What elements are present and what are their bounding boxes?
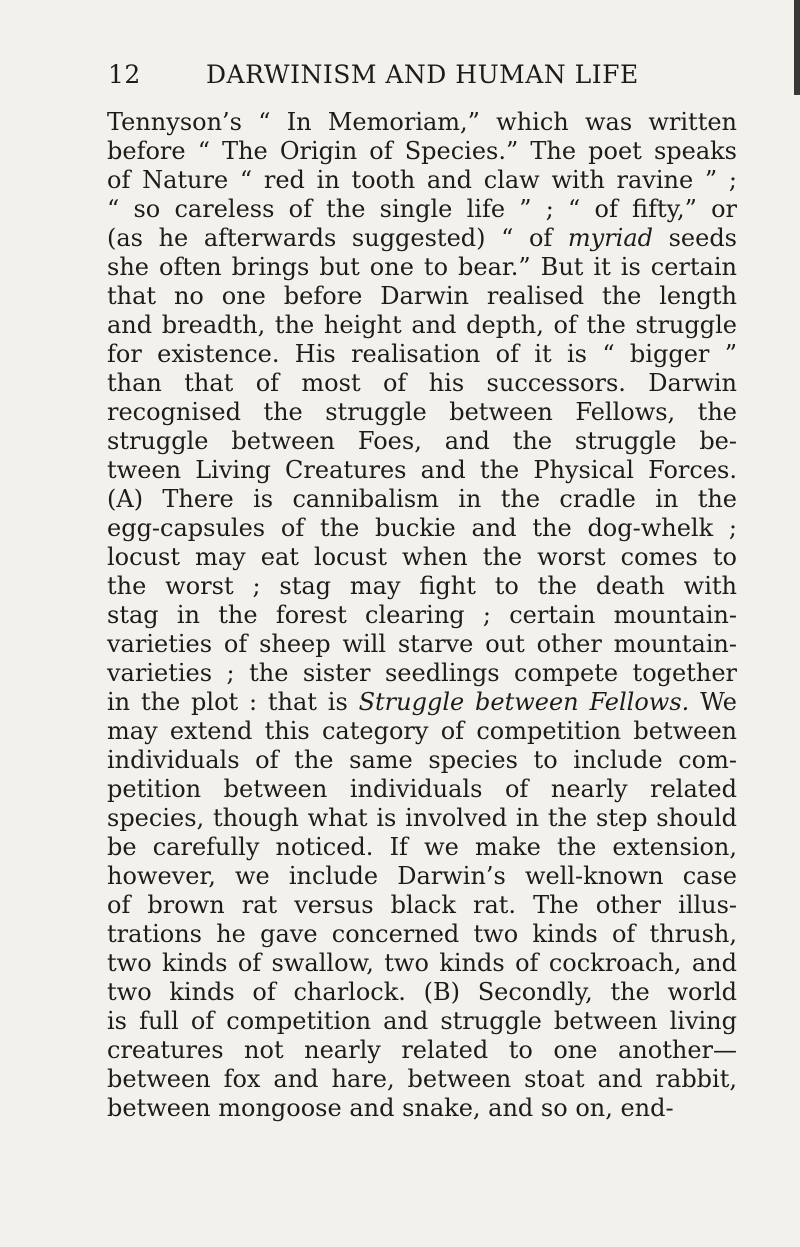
text-line: between mongoose and snake, and so on, end- [107,1094,674,1122]
page-edge-shadow [794,0,800,95]
text-line: varieties of sheep will starve out other mountain- [107,630,737,658]
text-line: the worst ; stag may fight to the death with [107,572,737,600]
text-line: (as he afterwards suggested) “ of myriad seeds [107,224,738,252]
text-line: two kinds of charlock. (B) Secondly, the world [107,978,737,1006]
text-line: stag in the forest clearing ; certain mountain- [107,601,737,629]
text-line: in the plot : that is Struggle between Fellows. We [107,688,738,716]
text-line: creatures not nearly related to one another— [107,1036,737,1064]
text-line: petition between individuals of nearly related [107,775,737,803]
text-line: “ so careless of the single life ” ; “ of fifty,” or [107,195,737,223]
text-line: however, we include Darwin’s well-known case [107,862,737,890]
text-line: struggle between Foes, and the struggle be- [107,427,737,455]
header-title: DARWINISM AND HUMAN LIFE [206,60,639,89]
text-line: egg-capsules of the buckie and the dog-whelk ; [107,514,737,542]
text-line: individuals of the same species to include com- [107,746,737,774]
text-line: be carefully noticed. If we make the extension, [107,833,737,861]
text-line: two kinds of swallow, two kinds of cockroach, and [107,949,737,977]
text-line: she often brings but one to bear.” But it is certain [107,253,737,281]
text-line: trations he gave concerned two kinds of thrush, [107,920,737,948]
page-number: 12 [108,60,141,89]
text-line: may extend this category of competition between [107,717,737,745]
text-line: is full of competition and struggle between living [107,1007,737,1035]
text-line: for existence. His realisation of it is “ bigger ” [107,340,737,368]
text-line: varieties ; the sister seedlings compete together [107,659,737,687]
text-line: species, though what is involved in the step should [107,804,737,832]
body-text [107,108,737,1123]
text-line: of brown rat versus black rat. The other illus- [107,891,737,919]
italic-phrase: Struggle between Fellows. [358,688,690,716]
text-line: that no one before Darwin realised the length [107,282,737,310]
text-line: locust may eat locust when the worst comes to [107,543,737,571]
text-line: recognised the struggle between Fellows, the [107,398,737,426]
text-line: Tennyson’s “ In Memoriam,” which was written [107,108,737,136]
italic-phrase: myriad [567,224,654,252]
running-head [108,60,720,92]
text-line: and breadth, the height and depth, of the struggle [107,311,737,339]
text-line: of Nature “ red in tooth and claw with ravine ” ; [107,166,737,194]
text-line: tween Living Creatures and the Physical Forces. [107,456,737,484]
text-line: than that of most of his successors. Darwin [107,369,737,397]
text-line: (A) There is cannibalism in the cradle in the [107,485,737,513]
text-line: before “ The Origin of Species.” The poet speaks [107,137,737,165]
text-line: between fox and hare, between stoat and rabbit, [107,1065,737,1093]
